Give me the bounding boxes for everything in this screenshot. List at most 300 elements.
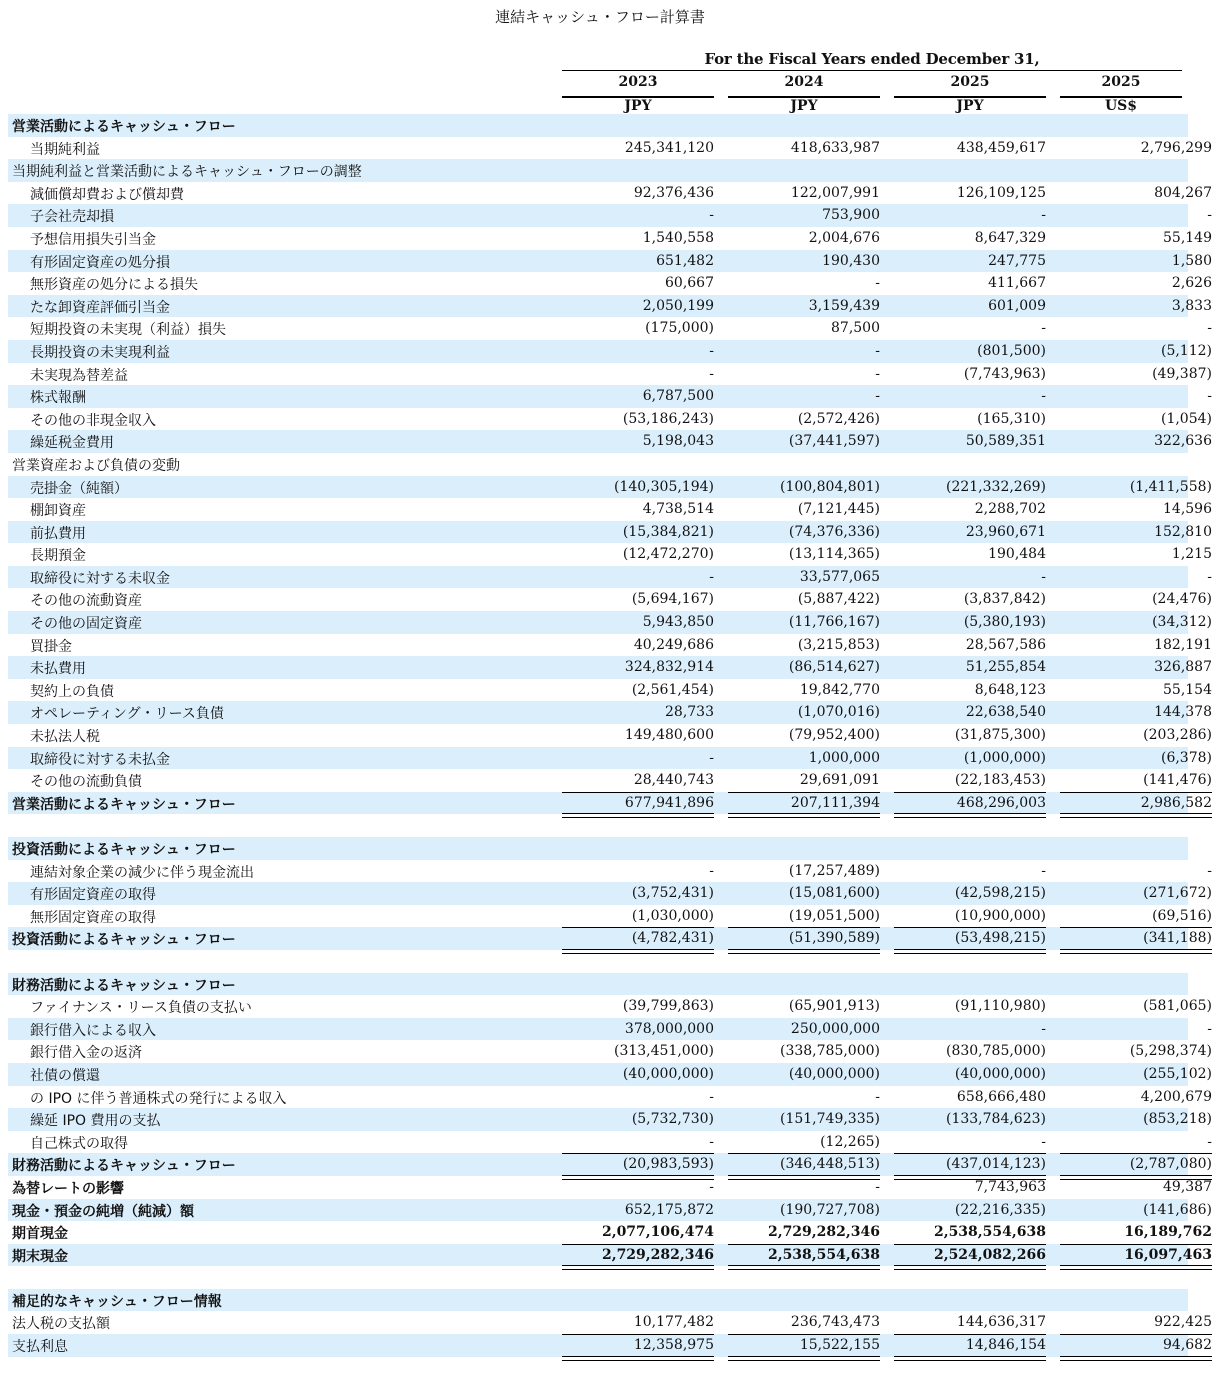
table-row	[8, 227, 1212, 250]
row-label: 支払利息	[12, 1339, 68, 1356]
row-label: 連結対象企業の減少に伴う現金流出	[30, 864, 254, 881]
row-label: 期末現金	[12, 1248, 68, 1265]
table-row	[8, 1176, 1212, 1199]
row-value: (10,900,000)	[954, 907, 1046, 924]
total-double-rule	[894, 1356, 1046, 1361]
table-row	[8, 701, 1212, 724]
spacer-row	[8, 1266, 1188, 1289]
row-value: 658,666,480	[956, 1088, 1046, 1105]
row-value: 4,738,514	[642, 501, 714, 518]
row-value: 652,175,872	[624, 1201, 714, 1218]
table-row	[8, 543, 1212, 566]
cash-flow-table	[8, 114, 1212, 1357]
row-value: (3,752,431)	[631, 885, 714, 902]
row-value: (203,286)	[1143, 727, 1212, 744]
row-label: 補足的なキャッシュ・フロー情報	[12, 1293, 222, 1310]
row-value: (100,804,801)	[780, 478, 880, 495]
row-label: 株式報酬	[30, 390, 86, 407]
row-value: 14,846,154	[965, 1337, 1046, 1354]
row-value: (4,782,431)	[631, 930, 714, 947]
row-value: 2,729,282,346	[767, 1224, 880, 1241]
table-row	[8, 250, 1212, 273]
row-value: (271,672)	[1143, 885, 1212, 902]
row-value: (37,441,597)	[788, 433, 880, 450]
row-value: 190,484	[988, 546, 1046, 563]
total-top-rule	[562, 1153, 714, 1154]
row-label: 銀行借入による収入	[30, 1022, 156, 1039]
row-value: (40,000,000)	[622, 1065, 714, 1082]
row-value: (15,384,821)	[622, 523, 714, 540]
row-value: (346,448,513)	[780, 1156, 880, 1173]
row-value: (53,186,243)	[622, 410, 714, 427]
table-row	[8, 927, 1212, 950]
table-row	[8, 408, 1212, 431]
table-row	[8, 747, 1212, 770]
row-value: (7,121,445)	[797, 501, 880, 518]
total-top-rule	[562, 1244, 714, 1245]
row-label: その他の流動資産	[30, 593, 142, 610]
row-value: 94,682	[1163, 1337, 1212, 1354]
total-top-rule	[562, 1334, 714, 1335]
row-value: 7,743,963	[974, 1178, 1046, 1195]
total-top-rule	[562, 927, 714, 928]
row-value: 247,775	[988, 252, 1046, 269]
row-value: 50,589,351	[965, 433, 1046, 450]
row-value: (341,188)	[1143, 930, 1212, 947]
row-value: 14,596	[1163, 501, 1212, 518]
row-value: (1,070,016)	[797, 704, 880, 721]
row-value: 4,200,679	[1140, 1088, 1212, 1105]
row-label: その他の非現金収入	[30, 412, 156, 429]
row-value: -	[1207, 388, 1212, 405]
table-row	[8, 905, 1212, 928]
row-value: (3,837,842)	[963, 591, 1046, 608]
row-value: 28,567,586	[965, 636, 1046, 653]
row-label: 投資活動によるキャッシュ・フロー	[12, 842, 236, 858]
page-title: 連結キャッシュ・フロー計算書	[495, 8, 705, 26]
row-value: 33,577,065	[799, 568, 880, 585]
row-value: (13,114,365)	[788, 546, 880, 563]
total-top-rule	[894, 1244, 1046, 1245]
row-value: -	[1207, 568, 1212, 585]
row-value: (437,014,123)	[946, 1156, 1046, 1173]
row-value: 1,215	[1171, 546, 1212, 563]
row-label: 繰延 IPO 費用の支払	[30, 1113, 161, 1130]
row-label: その他の流動負債	[30, 774, 142, 791]
table-row	[8, 588, 1212, 611]
total-top-rule	[1060, 792, 1212, 793]
table-row	[8, 159, 1188, 182]
row-value: (5,112)	[1160, 342, 1212, 359]
row-value: (42,598,215)	[954, 885, 1046, 902]
table-row	[8, 204, 1212, 227]
row-value: 60,667	[665, 275, 714, 292]
row-value: 2,004,676	[808, 229, 880, 246]
row-label: 長期預金	[30, 548, 86, 565]
row-value: 49,387	[1163, 1178, 1212, 1195]
table-row	[8, 1289, 1188, 1312]
table-row	[8, 1086, 1212, 1109]
row-value: 6,787,500	[642, 388, 714, 405]
table-row	[8, 1311, 1212, 1334]
row-value: 16,189,762	[1124, 1224, 1212, 1241]
row-value: (79,952,400)	[788, 727, 880, 744]
row-value: -	[1041, 388, 1046, 405]
table-row	[8, 385, 1212, 408]
row-label: 為替レートの影響	[12, 1180, 124, 1197]
row-value: 22,638,540	[965, 704, 1046, 721]
row-value: 1,540,558	[642, 229, 714, 246]
row-value: 2,077,106,474	[601, 1224, 714, 1241]
table-row	[8, 792, 1212, 815]
row-value: (6,378)	[1160, 749, 1212, 766]
row-value: (22,216,335)	[954, 1201, 1046, 1218]
row-value: (31,875,300)	[954, 727, 1046, 744]
row-value: -	[1041, 207, 1046, 224]
row-value: (39,799,863)	[622, 998, 714, 1015]
column-year-2025-usd: 2025	[1101, 74, 1141, 90]
row-label: 未払法人税	[30, 729, 100, 746]
row-value: 152,810	[1154, 523, 1212, 540]
column-currency-2024: JPY	[728, 96, 880, 114]
row-value: (165,310)	[977, 410, 1046, 427]
row-label: 法人税の支払額	[12, 1316, 110, 1333]
row-value: (830,785,000)	[946, 1043, 1046, 1060]
total-top-rule	[728, 927, 880, 928]
row-value: 411,667	[988, 275, 1046, 292]
table-row	[8, 1199, 1212, 1222]
row-value: 29,691,091	[799, 772, 880, 789]
row-value: (255,102)	[1143, 1065, 1212, 1082]
row-label: 財務活動によるキャッシュ・フロー	[12, 1158, 236, 1175]
row-label: 当期純利益と営業活動によるキャッシュ・フローの調整	[12, 164, 362, 181]
row-label: 減価償却費および償却費	[30, 186, 184, 203]
row-value: -	[709, 568, 714, 585]
row-label: 子会社売却損	[30, 209, 114, 226]
row-label: 契約上の負債	[30, 683, 114, 700]
row-value: 2,524,082,266	[933, 1246, 1046, 1263]
row-value: 2,288,702	[974, 501, 1046, 518]
row-value: 438,459,617	[956, 139, 1046, 156]
row-value: 55,149	[1163, 229, 1212, 246]
row-value: (5,887,422)	[797, 591, 880, 608]
row-value: -	[709, 749, 714, 766]
row-value: -	[1207, 207, 1212, 224]
row-label: 未実現為替差益	[30, 367, 128, 384]
column-currency-2025-jpy: JPY	[894, 96, 1046, 114]
row-value: 418,633,987	[790, 139, 880, 156]
row-value: -	[875, 1088, 880, 1105]
row-value: 55,154	[1163, 681, 1212, 698]
table-row	[8, 430, 1212, 453]
table-row	[8, 860, 1212, 883]
row-value: 2,050,199	[642, 297, 714, 314]
row-value: (1,030,000)	[631, 907, 714, 924]
row-label: 取締役に対する未払金	[30, 751, 170, 768]
row-value: (5,298,374)	[1129, 1043, 1212, 1060]
row-value: (5,380,193)	[963, 614, 1046, 631]
row-value: 182,191	[1154, 636, 1212, 653]
row-value: -	[1207, 1020, 1212, 1037]
row-label: 財務活動によるキャッシュ・フロー	[12, 977, 236, 994]
row-label: 長期投資の未実現利益	[30, 344, 170, 361]
row-value: (65,901,913)	[788, 998, 880, 1015]
total-double-rule	[562, 1356, 714, 1361]
table-row	[8, 1244, 1212, 1267]
row-value: 378,000,000	[624, 1020, 714, 1037]
row-label: の IPO に伴う普通株式の発行による収入	[30, 1090, 287, 1107]
row-value: 324,832,914	[624, 659, 714, 676]
table-row	[8, 679, 1212, 702]
row-value: -	[875, 275, 880, 292]
row-value: 19,842,770	[799, 681, 880, 698]
row-value: (141,686)	[1143, 1201, 1212, 1218]
row-value: (11,766,167)	[788, 614, 880, 631]
row-value: 3,833	[1171, 297, 1212, 314]
table-row	[8, 317, 1212, 340]
row-value: -	[709, 207, 714, 224]
column-currency-2023: JPY	[562, 96, 714, 114]
row-value: (5,732,730)	[631, 1111, 714, 1128]
row-value: 677,941,896	[624, 794, 714, 811]
row-value: (40,000,000)	[954, 1065, 1046, 1082]
row-label: 銀行借入金の返済	[30, 1045, 142, 1062]
row-label: 買掛金	[30, 638, 72, 655]
row-value: (19,051,500)	[788, 907, 880, 924]
row-value: 804,267	[1154, 184, 1212, 201]
row-value: -	[709, 365, 714, 382]
total-top-rule	[562, 792, 714, 793]
row-value: -	[1041, 1133, 1046, 1150]
row-value: 8,647,329	[974, 229, 1046, 246]
row-label: 前払費用	[30, 525, 86, 542]
row-value: (1,000,000)	[963, 749, 1046, 766]
total-top-rule	[894, 1334, 1046, 1335]
total-top-rule	[1060, 1244, 1212, 1245]
row-value: (69,516)	[1152, 907, 1212, 924]
column-year-2024: 2024	[784, 74, 824, 90]
table-row	[8, 882, 1212, 905]
row-value: 1,000,000	[808, 749, 880, 766]
row-value: 149,480,600	[624, 727, 714, 744]
row-value: 2,796,299	[1140, 139, 1212, 156]
row-value: 322,636	[1154, 433, 1212, 450]
table-row	[8, 837, 1188, 860]
row-value: (53,498,215)	[954, 930, 1046, 947]
row-value: -	[1041, 568, 1046, 585]
total-top-rule	[728, 1153, 880, 1154]
row-value: 144,378	[1154, 704, 1212, 721]
table-row	[8, 769, 1212, 792]
row-value: 51,255,854	[965, 659, 1046, 676]
row-value: (338,785,000)	[780, 1043, 880, 1060]
table-row	[8, 656, 1212, 679]
row-value: 15,522,155	[799, 1337, 880, 1354]
row-value: (91,110,980)	[954, 998, 1046, 1015]
row-label: 売掛金（純額）	[30, 480, 128, 497]
spacer-row	[8, 814, 1188, 837]
row-value: 122,007,991	[790, 184, 880, 201]
row-value: 922,425	[1154, 1314, 1212, 1331]
row-value: (40,000,000)	[788, 1065, 880, 1082]
row-value: (313,451,000)	[614, 1043, 714, 1060]
row-value: -	[1041, 862, 1046, 879]
period-underline	[562, 70, 1182, 71]
row-value: 2,626	[1171, 275, 1212, 292]
row-value: (22,183,453)	[954, 772, 1046, 789]
total-top-rule	[1060, 1153, 1212, 1154]
row-value: 651,482	[656, 252, 714, 269]
table-row	[8, 137, 1212, 160]
row-value: (17,257,489)	[788, 862, 880, 879]
row-value: -	[1207, 862, 1212, 879]
table-row	[8, 521, 1212, 544]
table-row	[8, 340, 1212, 363]
table-row	[8, 1018, 1212, 1041]
row-value: 753,900	[822, 207, 880, 224]
row-label: 有形固定資産の処分損	[30, 254, 170, 271]
row-value: (15,081,600)	[788, 885, 880, 902]
row-label: 予想信用損失引当金	[30, 231, 156, 248]
table-row	[8, 634, 1212, 657]
row-label: 有形固定資産の取得	[30, 887, 156, 904]
row-value: (20,983,593)	[622, 1156, 714, 1173]
row-value: (1,054)	[1160, 410, 1212, 427]
row-value: (12,472,270)	[622, 546, 714, 563]
row-value: -	[709, 862, 714, 879]
row-value: -	[1207, 320, 1212, 337]
row-value: 144,636,317	[956, 1314, 1046, 1331]
table-row	[8, 1040, 1212, 1063]
total-top-rule	[728, 1334, 880, 1335]
row-value: (190,727,708)	[780, 1201, 880, 1218]
row-label: その他の固定資産	[30, 616, 142, 633]
row-label: 営業活動によるキャッシュ・フロー	[12, 119, 236, 135]
row-label: 短期投資の未実現（利益）損失	[30, 322, 226, 339]
row-value: 468,296,003	[956, 794, 1046, 811]
table-row	[8, 724, 1212, 747]
row-value: (49,387)	[1152, 365, 1212, 382]
total-top-rule	[728, 1244, 880, 1245]
row-label: 繰延税金費用	[30, 435, 114, 452]
table-row	[8, 1221, 1212, 1244]
row-value: 601,009	[988, 297, 1046, 314]
row-value: (133,784,623)	[946, 1111, 1046, 1128]
row-value: 2,986,582	[1140, 794, 1212, 811]
column-year-2025-jpy: 2025	[950, 74, 990, 90]
table-row	[8, 114, 1188, 137]
row-value: 236,743,473	[790, 1314, 880, 1331]
period-header: For the Fiscal Years ended December 31,	[704, 50, 1040, 68]
row-label: 無形資産の処分による損失	[30, 277, 198, 294]
row-value: -	[875, 1178, 880, 1195]
row-value: (141,476)	[1143, 772, 1212, 789]
row-label: 投資活動によるキャッシュ・フロー	[12, 932, 236, 949]
total-top-rule	[1060, 1334, 1212, 1335]
row-label: オペレーティング・リース負債	[30, 706, 224, 723]
table-row	[8, 1063, 1212, 1086]
table-row	[8, 611, 1212, 634]
total-top-rule	[894, 927, 1046, 928]
row-value: 5,943,850	[642, 614, 714, 631]
row-value: 3,159,439	[808, 297, 880, 314]
row-value: -	[1207, 1133, 1212, 1150]
table-row	[8, 1334, 1212, 1357]
row-label: 営業資産および負債の変動	[12, 457, 180, 474]
row-value: -	[1041, 320, 1046, 337]
row-value: -	[875, 342, 880, 359]
row-value: 16,097,463	[1124, 1246, 1212, 1263]
row-value: 23,960,671	[965, 523, 1046, 540]
row-value: 87,500	[831, 320, 880, 337]
row-value: 12,358,975	[633, 1337, 714, 1354]
row-value: -	[1041, 1020, 1046, 1037]
table-row	[8, 453, 1188, 476]
row-value: (2,561,454)	[631, 681, 714, 698]
row-value: (221,332,269)	[946, 478, 1046, 495]
row-label: 当期純利益	[30, 141, 100, 158]
row-label: 現金・預金の純増（純減）額	[12, 1203, 194, 1220]
row-label: ファイナンス・リース負債の支払い	[30, 1000, 252, 1017]
row-label: 棚卸資産	[30, 503, 86, 520]
row-value: 207,111,394	[790, 794, 880, 811]
row-value: 1,580	[1171, 252, 1212, 269]
table-row	[8, 566, 1212, 589]
row-value: 245,341,120	[624, 139, 714, 156]
total-top-rule	[1060, 927, 1212, 928]
row-value: 92,376,436	[633, 184, 714, 201]
table-row	[8, 973, 1188, 996]
row-value: 190,430	[822, 252, 880, 269]
row-value: 2,538,554,638	[933, 1224, 1046, 1241]
row-value: (1,411,558)	[1129, 478, 1212, 495]
row-label: 営業活動によるキャッシュ・フロー	[12, 796, 236, 813]
row-value: -	[709, 1088, 714, 1105]
row-value: 28,440,743	[633, 772, 714, 789]
row-value: (151,749,335)	[780, 1111, 880, 1128]
spacer-row	[8, 950, 1188, 973]
row-value: (2,572,426)	[797, 410, 880, 427]
table-row	[8, 295, 1212, 318]
row-value: -	[875, 388, 880, 405]
row-value: (51,390,589)	[788, 930, 880, 947]
row-value: (5,694,167)	[631, 591, 714, 608]
row-value: 28,733	[665, 704, 714, 721]
row-value: 2,729,282,346	[601, 1246, 714, 1263]
row-value: 250,000,000	[790, 1020, 880, 1037]
row-value: (2,787,080)	[1129, 1156, 1212, 1173]
table-row	[8, 498, 1212, 521]
total-top-rule	[894, 1153, 1046, 1154]
row-label: 自己株式の取得	[30, 1135, 128, 1152]
table-row	[8, 272, 1212, 295]
table-row	[8, 995, 1212, 1018]
row-value: (12,265)	[820, 1133, 880, 1150]
row-value: (175,000)	[645, 320, 714, 337]
row-value: 5,198,043	[642, 433, 714, 450]
row-value: (853,218)	[1143, 1111, 1212, 1128]
row-label: 未払費用	[30, 661, 86, 678]
row-value: 10,177,482	[633, 1314, 714, 1331]
row-value: (3,215,853)	[797, 636, 880, 653]
row-value: 40,249,686	[633, 636, 714, 653]
row-value: -	[709, 342, 714, 359]
row-value: 8,648,123	[974, 681, 1046, 698]
row-value: 2,538,554,638	[767, 1246, 880, 1263]
row-label: 無形固定資産の取得	[30, 909, 156, 926]
total-top-rule	[728, 792, 880, 793]
row-label: 取締役に対する未収金	[30, 570, 170, 587]
